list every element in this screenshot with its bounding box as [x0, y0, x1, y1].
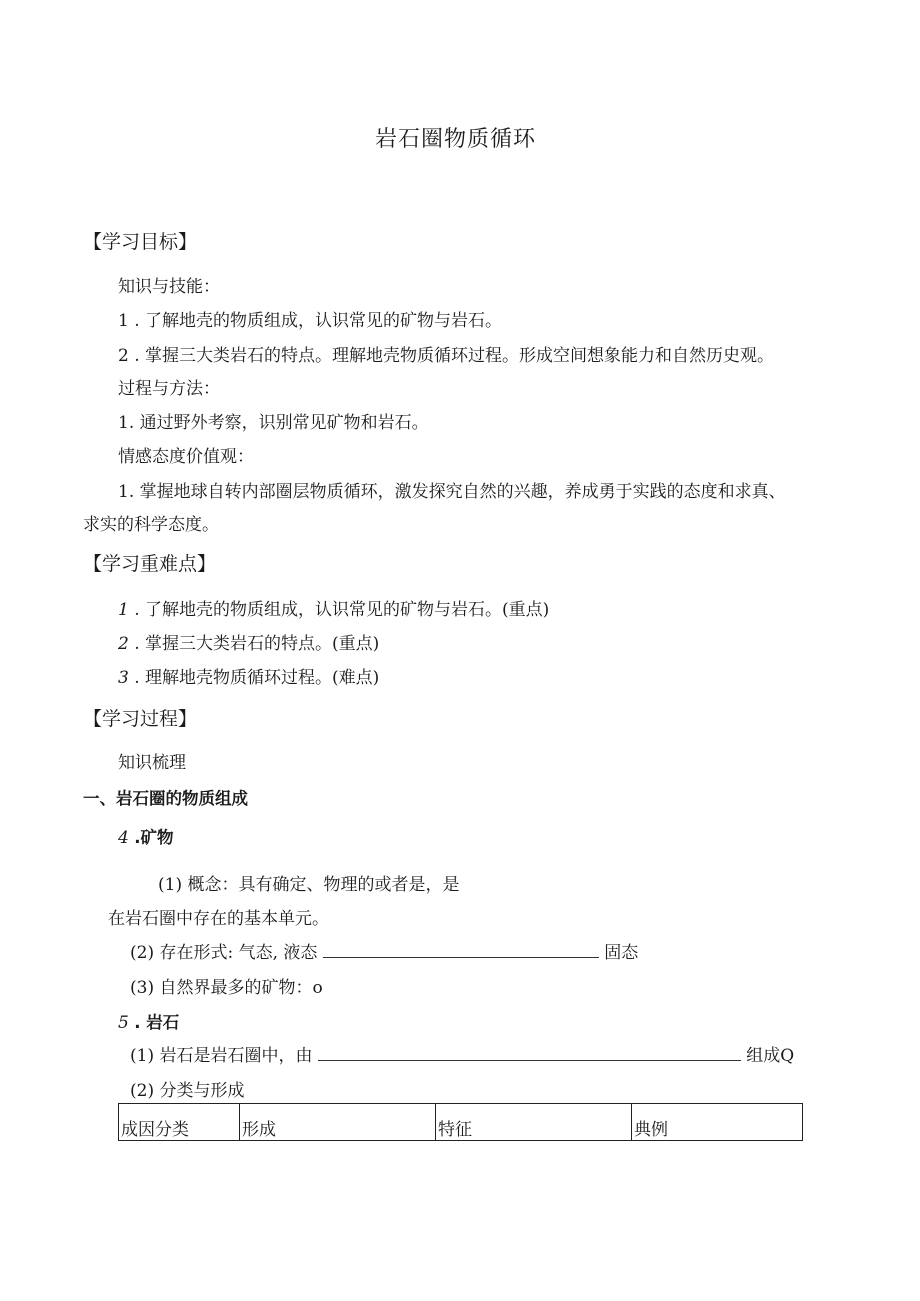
key-point-item [118, 667, 379, 689]
key-point-text: . 理解地壳物质循环过程。(难点) [134, 668, 380, 688]
key-point-item [118, 633, 379, 655]
mineral-num: 4 [118, 828, 129, 848]
rock-title: . 岩石 [134, 1013, 180, 1032]
page-title: 岩石圈物质循环 [375, 127, 537, 152]
part1-title: 一、岩石圈的物质组成 [83, 789, 248, 808]
mineral-title: .矿物 [134, 828, 174, 847]
key-point-num: 1 [118, 600, 129, 620]
rock-classify: (2) 分类与形成 [130, 1081, 245, 1101]
mineral-exist-prefix: (2) 存在形式: 气态, 液态 [130, 943, 318, 963]
key-point-text: . 了解地壳的物质组成，认识常见的矿物与岩石。(重点) [134, 600, 550, 620]
mineral-concept: (1) 概念：具有确定、物理的或者是，是 [158, 875, 460, 895]
table-header-cell: 形成 [240, 1104, 436, 1141]
mineral-exist-suffix: 固态 [604, 943, 639, 963]
process-heading: 【学习过程】 [83, 708, 198, 730]
mineral-concept-cont: 在岩石圈中存在的基本单元。 [108, 909, 329, 929]
mineral-most: (3) 自然界最多的矿物：o [130, 978, 323, 998]
process-item: 1. 通过野外考察，识别常见矿物和岩石。 [118, 413, 429, 433]
key-point-text: . 掌握三大类岩石的特点。(重点) [134, 634, 380, 654]
table-header-row [119, 1104, 803, 1141]
key-point-num: 2 [118, 634, 129, 654]
emotion-label: 情感态度价值观： [118, 447, 254, 467]
fill-blank[interactable] [323, 942, 599, 958]
table-header-cell: 成因分类 [119, 1104, 240, 1141]
mineral-heading [118, 827, 174, 849]
objectives-heading: 【学习目标】 [83, 231, 198, 253]
table-header-cell: 典例 [632, 1104, 803, 1141]
knowledge-item: 1 . 了解地壳的物质组成，认识常见的矿物与岩石。 [118, 311, 503, 331]
key-points-heading: 【学习重难点】 [83, 553, 217, 575]
emotion-text-cont: 求实的科学态度。 [83, 515, 219, 535]
rock-num: 5 [118, 1013, 129, 1033]
rock-classification-table [118, 1103, 803, 1141]
emotion-text: 1. 掌握地球自转内部圈层物质循环，激发探究自然的兴趣，养成勇于实践的态度和求真、 [118, 482, 786, 502]
knowledge-label: 知识与技能： [118, 277, 220, 297]
process-sub: 知识梳理 [118, 753, 186, 773]
rock-heading [118, 1012, 179, 1034]
process-label: 过程与方法： [118, 379, 220, 399]
key-point-num: 3 [118, 668, 129, 688]
fill-blank[interactable] [318, 1045, 741, 1061]
rock-definition [130, 1045, 794, 1067]
knowledge-item: 2 . 掌握三大类岩石的特点。理解地壳物质循环过程。形成空间想象能力和自然历史观。 [118, 346, 775, 366]
mineral-exist [130, 942, 638, 964]
table-header-cell: 特征 [436, 1104, 632, 1141]
rock-def-prefix: (1) 岩石是岩石圈中，由 [130, 1046, 313, 1066]
key-point-item [118, 599, 549, 621]
rock-def-suffix: 组成Q [746, 1046, 795, 1066]
